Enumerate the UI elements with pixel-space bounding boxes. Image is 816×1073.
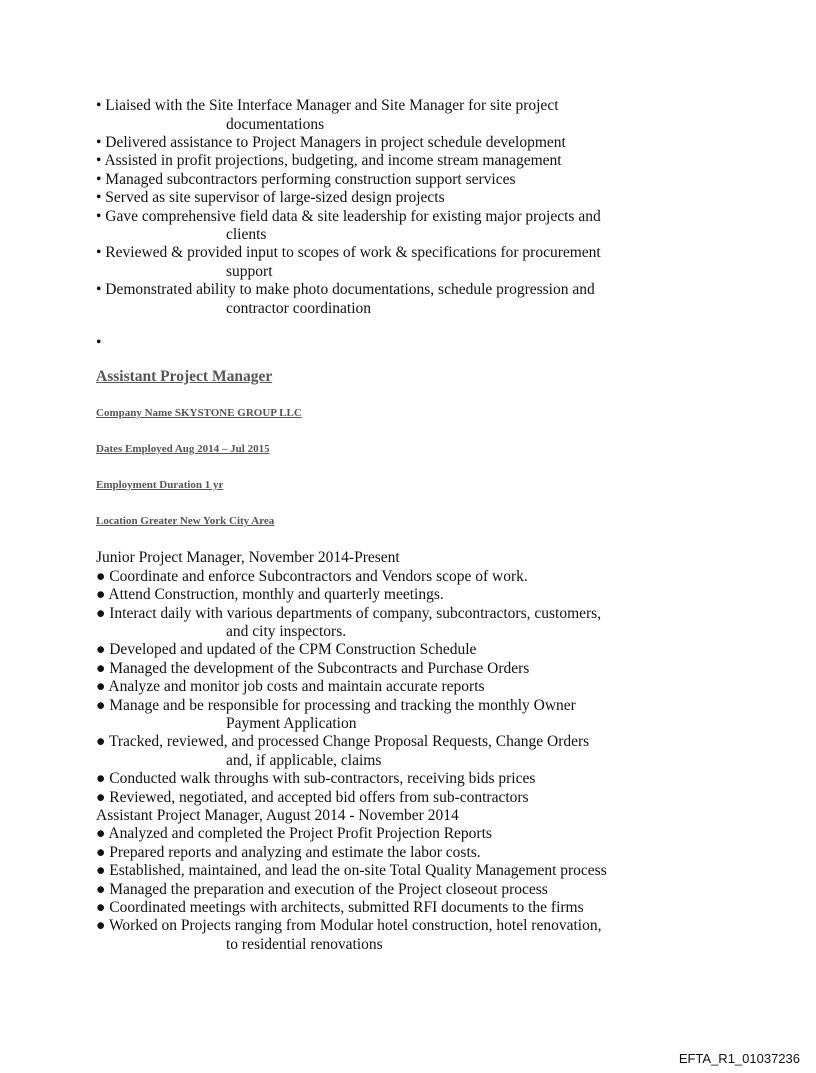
bullet-line: • Delivered assistance to Project Managers in project schedule development [96, 134, 566, 151]
employment-duration: Employment Duration 1 yr [96, 479, 224, 491]
bullet-line: • Reviewed & provided input to scopes of work & specifications for procurement [96, 244, 601, 261]
dates-employed: Dates Employed Aug 2014 – Jul 2015 [96, 443, 270, 455]
bullet-continuation: to residential renovations [226, 936, 383, 953]
bullet-continuation: support [226, 263, 273, 280]
bullet-line: • Assisted in profit projections, budgeting, and income stream management [96, 152, 562, 169]
bullet-line: ● Analyzed and completed the Project Profit Projection Reports [96, 825, 492, 842]
bullet-line: ● Coordinate and enforce Subcontractors and Vendors scope of work. [96, 568, 528, 585]
bullet-line: ● Prepared reports and analyzing and estimate the labor costs. [96, 844, 481, 861]
bullet-line: ● Interact daily with various departments of company, subcontractors, customers, [96, 605, 602, 622]
bullet-line: ● Coordinated meetings with architects, submitted RFI documents to the firms [96, 899, 584, 916]
bullet-line: ● Worked on Projects ranging from Modular hotel construction, hotel renovation, [96, 917, 602, 934]
bullet-line: ● Established, maintained, and lead the on-site Total Quality Management process [96, 862, 607, 879]
bullet-line: ● Managed the development of the Subcontracts and Purchase Orders [96, 660, 530, 677]
job-title: Assistant Project Manager [96, 368, 273, 385]
bullet-line: • Gave comprehensive field data & site leadership for existing major projects and [96, 208, 601, 225]
bullet-line: ● Tracked, reviewed, and processed Change Proposal Requests, Change Orders [96, 733, 590, 750]
bullet-line: ● Attend Construction, monthly and quarterly meetings. [96, 586, 444, 603]
bullet-continuation: and city inspectors. [226, 623, 347, 640]
bullet-continuation: clients [226, 226, 267, 243]
bullet-line: ● Developed and updated of the CPM Construction Schedule [96, 641, 477, 658]
bullet-continuation: and, if applicable, claims [226, 752, 382, 769]
bullet-line: ● Manage and be responsible for processing and tracking the monthly Owner [96, 697, 576, 714]
document-id: EFTA_R1_01037236 [678, 1051, 800, 1066]
role-heading: Assistant Project Manager, August 2014 - November 2014 [96, 807, 459, 824]
bullet-line: • Managed subcontractors performing construction support services [96, 171, 516, 188]
bullet-line: ● Conducted walk throughs with sub-contractors, receiving bids prices [96, 770, 536, 787]
location: Location Greater New York City Area [96, 515, 275, 527]
empty-bullet: • [96, 334, 102, 351]
bullet-continuation: documentations [226, 116, 325, 133]
role-heading: Junior Project Manager, November 2014-Present [96, 549, 400, 566]
bullet-line: ● Analyze and monitor job costs and maintain accurate reports [96, 678, 485, 695]
bullet-line: • Served as site supervisor of large-sized design projects [96, 189, 445, 206]
company-name: Company Name SKYSTONE GROUP LLC [96, 407, 302, 419]
bullet-continuation: contractor coordination [226, 300, 372, 317]
bullet-line: ● Managed the preparation and execution of the Project closeout process [96, 881, 548, 898]
bullet-line: • Liaised with the Site Interface Manager and Site Manager for site project [96, 97, 559, 114]
bullet-continuation: Payment Application [226, 715, 357, 732]
bullet-line: ● Reviewed, negotiated, and accepted bid offers from sub-contractors [96, 789, 529, 806]
bullet-line: • Demonstrated ability to make photo documentations, schedule progression and [96, 281, 595, 298]
